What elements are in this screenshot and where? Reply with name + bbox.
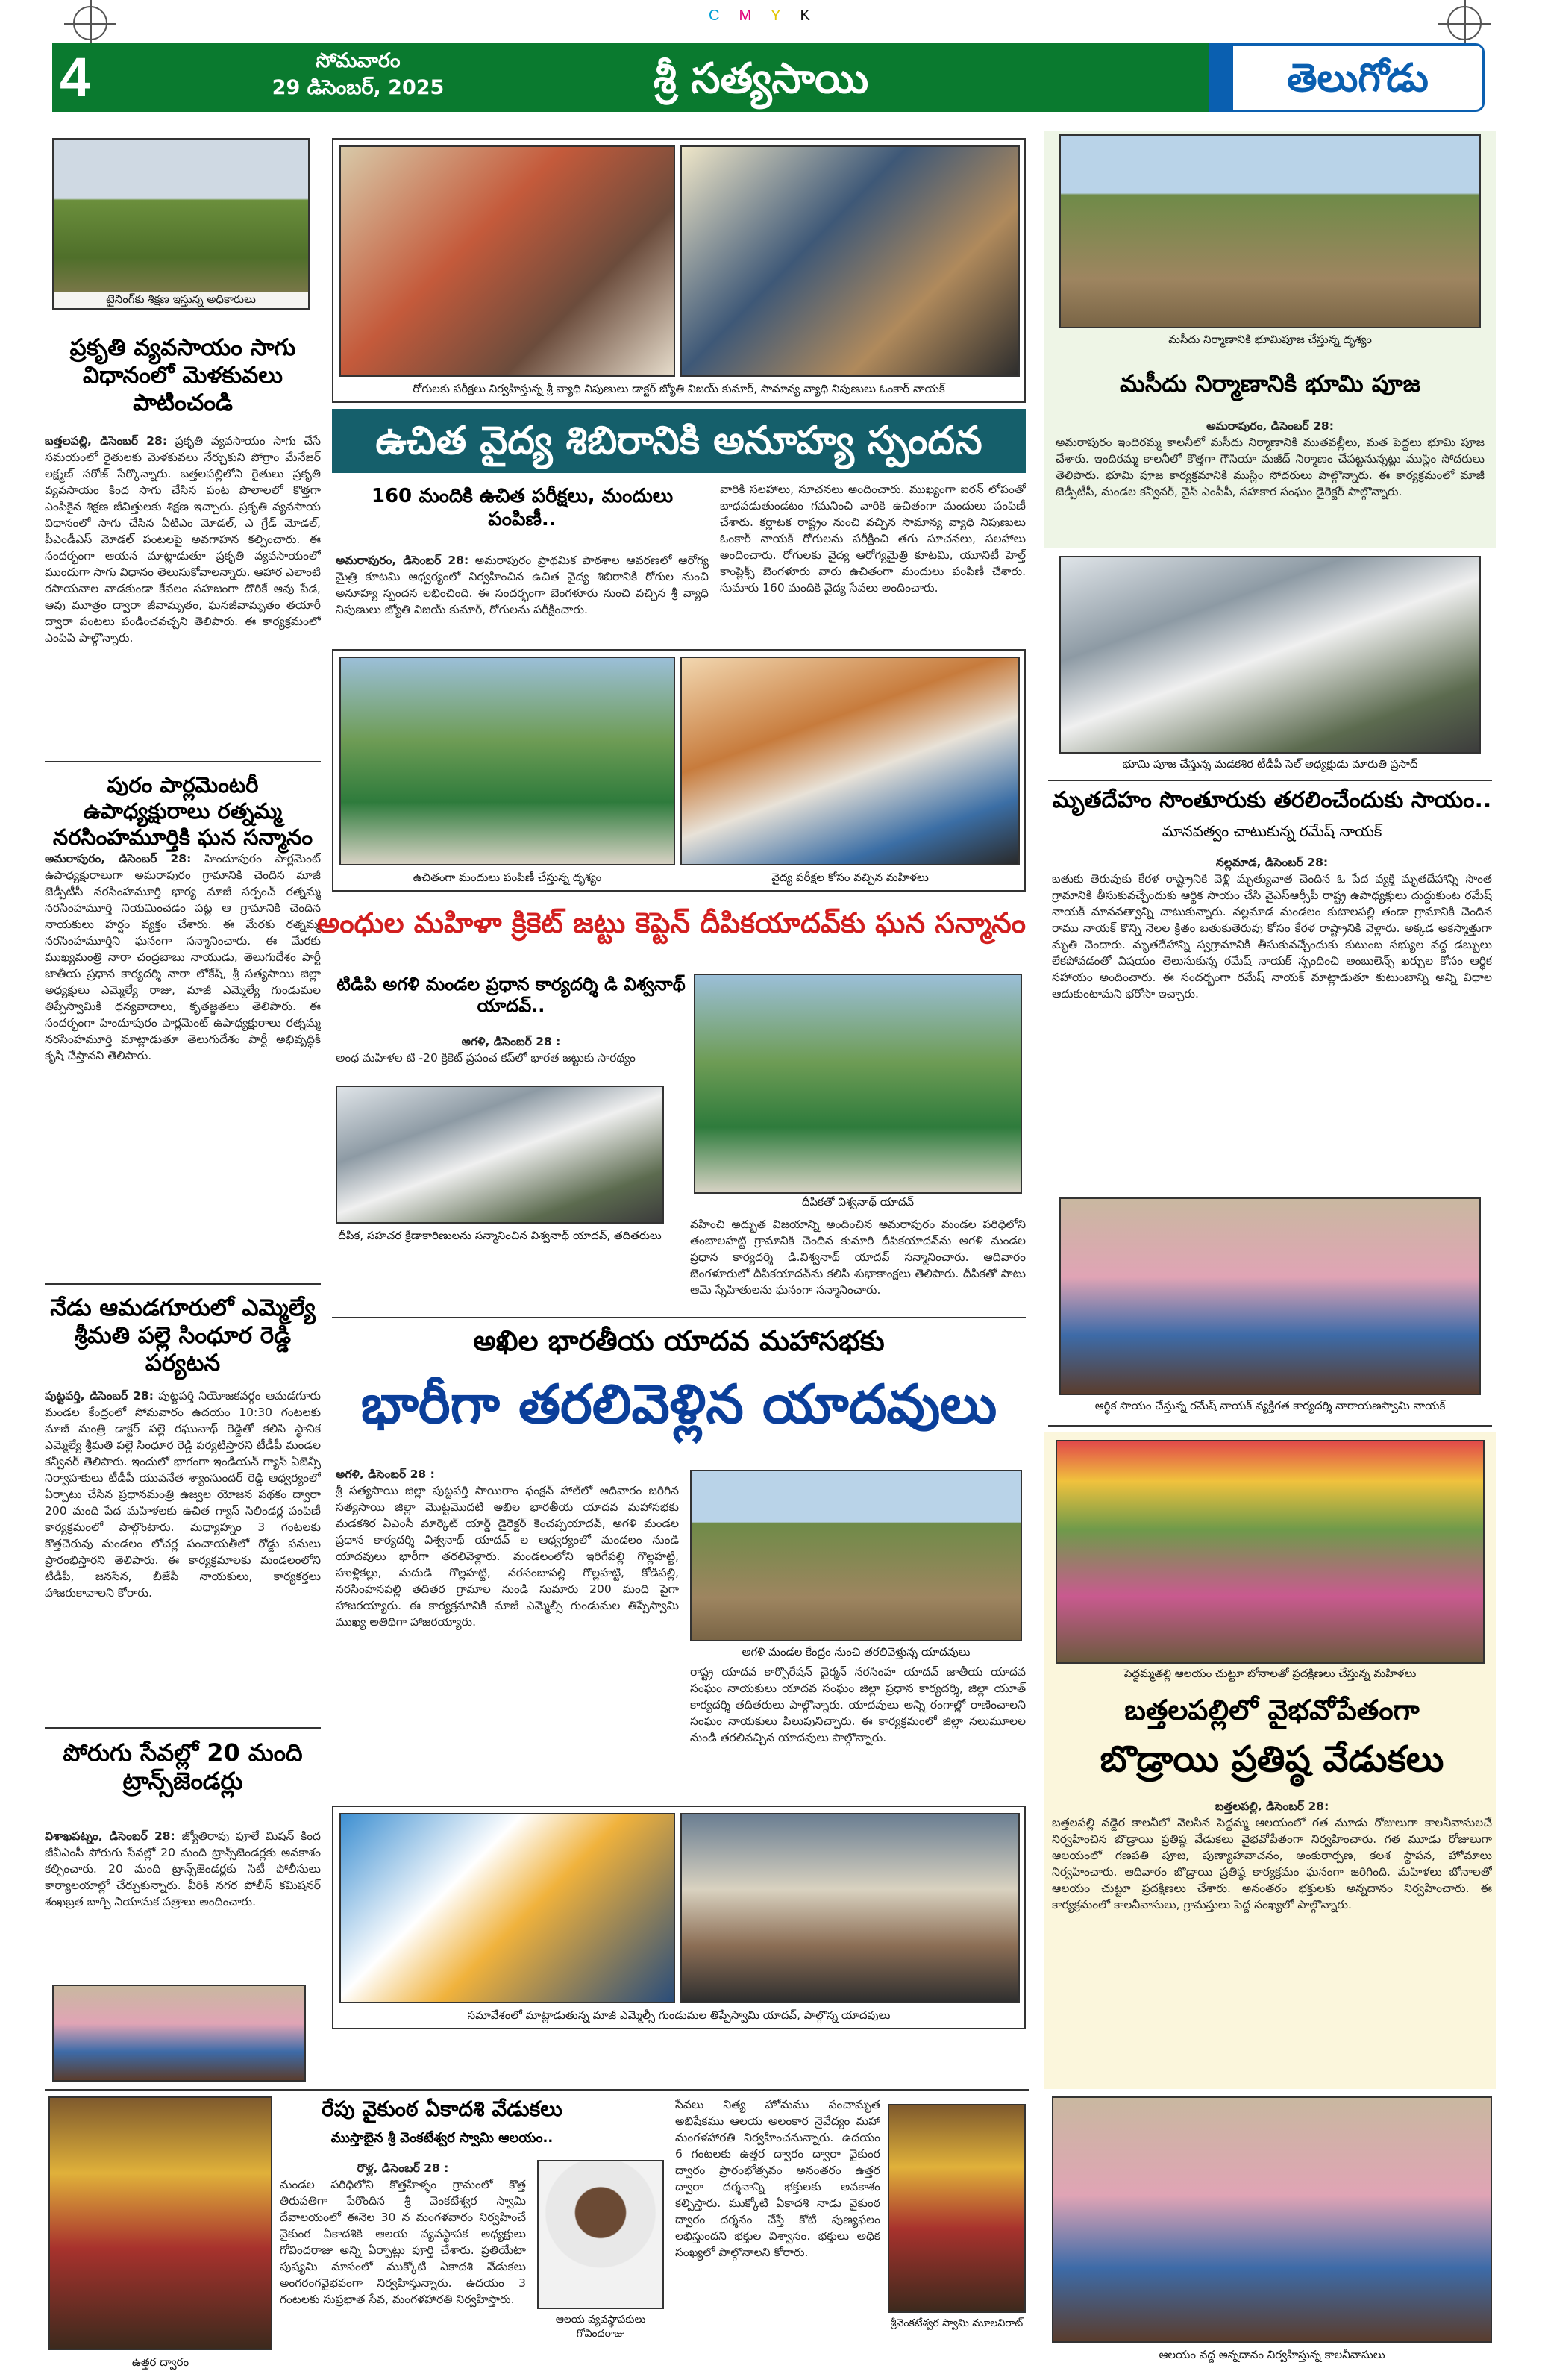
story-mla-visit-dateline: పుట్టపర్తి, డిసెంబర్ 28: bbox=[45, 1389, 154, 1403]
body-help-caption: ఆర్థిక సాయం చేస్తున్న రమేష్ నాయక్ వ్యక్తిగత కార్యదర్శి నారాయణస్వామి నాయక్ bbox=[1094, 1399, 1446, 1412]
deity-photo bbox=[888, 2104, 1026, 2313]
cricket-group-caption: దీపిక, సహచర క్రీడాకారిణులను సన్మానించిన విశ్వనాథ్ యాదవ్, తదితరులు bbox=[338, 1229, 662, 1242]
divider bbox=[1048, 1425, 1492, 1427]
north-gate-photo bbox=[48, 2096, 272, 2350]
training-photo-caption: టైనింగ్‌కు శిక్షణ ఇస్తున్న అధికారులు bbox=[54, 292, 308, 308]
mosque-photo-top bbox=[1059, 134, 1481, 328]
medical-dateline: అమరాపురం, డిసెంబర్ 28: bbox=[336, 554, 469, 567]
vaikunta-subhead: ముస్తాబైన శ్రీ వెంకటేశ్వర స్వామి ఆలయం.. bbox=[330, 2130, 554, 2146]
medical-body-right: వారికి సలహాలు, సూచనలు అందించారు. ముఖ్యంగా ఐరన్ లోపంతో బాధపడుతుండటం గమనించి వారికి ఉచితంగా మందులు పంపిణీ చేశారు. కర్ణాటక రాష్ట్రం నుంచి వచ్చిన సామాన్య వ్యాధి నిపుణులు ఓంకార్ నాయక్ రోగులను పరీక్షించి తగు సూచనలు, సలహాలు అందించారు. రోగులకు వైద్య ఆరోగ్యమైత్రి కూటమి, యూనిటీ హెల్త్ కాంప్లెక్స్ బెంగళూరు వారు ఉచితంగా మందులు పంపిణీ చేశారు. సుమారు 160 మందికి వైద్య సేవలు అందించారు. bbox=[720, 483, 1026, 595]
divider bbox=[45, 1283, 321, 1285]
story-transgender-body bbox=[45, 1828, 321, 1977]
masthead-date: 29 డిసెంబర్, 2025 bbox=[272, 76, 445, 99]
women-photo-caption: వైద్య పరీక్షల కోసం వచ్చిన మహిళలు bbox=[771, 871, 929, 884]
vaikunta-body-left bbox=[280, 2160, 526, 2373]
cricket-portrait-caption: దీపికతో విశ్వనాథ్ యాదవ్ bbox=[801, 1195, 915, 1209]
story-ratnamma-headline: పురం పార్లమెంటరీ ఉపాధ్యక్షురాలు రత్నమ్మ నరసింహమూర్తికి ఘన సన్మానం bbox=[52, 772, 313, 850]
yadava-audience-photo bbox=[680, 1813, 1020, 2003]
registration-mark-right bbox=[1447, 6, 1482, 40]
mosque-photo-bottom bbox=[1059, 556, 1481, 754]
boddrai-photo bbox=[1056, 1440, 1485, 1664]
medical-photo-left bbox=[339, 145, 675, 377]
mosque-text: అమరాపురం ఇందిరమ్మ కాలనీలో మసీదు నిర్మాణానికి ముతవల్లీలు, మత పెద్దలు భూమి పూజ చేశారు. ఇందిరమ్మ కాలనీలో కొత్తగా గౌసియా మజీద్ నిర్మాణం చేపట్టనున్నట్లు ముస్లిం సోదరులు తెలిపారు. భూమి పూజ కార్యక్రమానికి ముస్లిం సోదరులు పాల్గొన్నారు. ఈ కార్యక్రమంలో మాజీ జెడ్పీటీసీ, మండల కన్వీనర్, వైస్ ఎంపీపీ, సహకార సంఘం డైరెక్టర్ పాల్గొన్నారు. bbox=[1056, 436, 1485, 498]
story-transgender-dateline: విశాఖపట్నం, డిసెంబర్ 28: bbox=[45, 1829, 175, 1843]
body-help-subhead: మానవత్వం చాటుకున్న రమేష్ నాయక్ bbox=[1162, 822, 1382, 840]
cricket-subhead: టిడిపి అగళి మండల ప్రధాన కార్యదర్శి డి విశ్వనాథ్ యాదవ్.. bbox=[336, 974, 686, 1016]
yadava-text-left: శ్రీ సత్యసాయి జిల్లా పుట్టపర్తి సాయిరాం ఫంక్షన్ హాల్‌లో ఆదివారం జరిగిన సత్యసాయి జిల్లా మొట్టమొదటి అఖిల భారతీయ యాదవ మహాసభకు మడకశిర ఏఎంసీ మార్కెట్ యార్డ్ డైరెక్టర్ కెంచప్పయాదవ్, అగళి మండల ప్రధాన కార్యదర్శి విశ్వనాథ్ యాదవ్ ల ఆధ్వర్యంలో మండలం నుండి యాదవులు భారీగా తరలివెళ్లారు. మండలంలోని ఇరిగేపల్లి గొల్లహట్టి, హుళ్లికల్లు, మదుడి గొల్లహట్టి, నరసంబాపల్లి గొల్లహట్టి, కోడిపల్లి, నరసింహనపల్లి తదితర గ్రామాల నుండి సుమారు 200 మంది పైగా హాజరయ్యారు. ఈ కార్యక్రమానికి మాజీ ఎమ్మెల్సీ గుండుమల తిప్పేస్వామి ముఖ్య అతిథిగా హాజరయ్యారు. bbox=[336, 1484, 679, 1629]
cricket-body: వహించి అద్భుత విజయాన్ని అందించిన అమరాపురం మండల పరిధిలోని తంబాలహట్టి గ్రామానికి చెందిన కుమారి దీపికయాదవ్‌ను అగళి మండల ప్రధాన కార్యదర్శి డి.విశ్వనాథ్ యాదవ్ సన్మానించారు. ఆదివారం బెంగళూరులో దీపికయాదవ్‌ను కలిసి శుభాకాంక్షలు తెలిపారు. దీపికతో పాటు ఆమె స్నేహితులను ఘనంగా సన్మానించారు. bbox=[690, 1218, 1026, 1297]
brand-logo: తెలుగోడు bbox=[1231, 43, 1485, 112]
body-help-headline: మృతదేహం సొంతూరుకు తరలించేందుకు సాయం.. bbox=[1052, 787, 1492, 813]
yadava-headline: భారీగా తరలివెళ్లిన యాదవులు bbox=[360, 1373, 997, 1435]
medical-subhead: 160 మందికి ఉచిత పరీక్షలు, మందులు పంపిణీ.. bbox=[371, 485, 674, 531]
divider bbox=[45, 1727, 321, 1729]
medical-photo-right bbox=[680, 145, 1020, 377]
story-ratnamma-dateline: అమరాపురం, డిసెంబర్ 28: bbox=[45, 852, 192, 865]
registration-mark-left bbox=[73, 6, 107, 40]
yadava-rally-caption: అగళి మండల కేంద్రం నుంచి తరలివెళ్తున్న యాదవులు bbox=[742, 1645, 971, 1659]
story-mla-visit-headline: నేడు ఆమడగూరులో ఎమ్మెల్యే శ్రీమతి పల్లె సింధూర రెడ్డి పర్యటన bbox=[50, 1294, 316, 1377]
feast-caption: ఆలయం వద్ద అన్నదానం నిర్వహిస్తున్న కాలనీవాసులు bbox=[1159, 2348, 1385, 2361]
mosque-dateline: అమరాపురం, డిసెంబర్ 28: bbox=[1206, 419, 1334, 433]
body-help-body bbox=[1052, 854, 1492, 1190]
boddrai-text: బత్తలపల్లి వడ్డెర కాలనీలో వెలసిన పెద్దమ్మ ఆలయంలో గత మూడు రోజులుగా కాలనీవాసులచే నిర్వహించిన బొడ్రాయి ప్రతిష్ఠ వేడుకలు వైభవోపేతంగా నిర్వహించారు. గత మూడు రోజులుగా ఆలయంలో గణపతి పూజ, పుణ్యాహవాచనం, అంకురార్పణ, కలశ స్థాపన, హోమాలు నిర్వహించారు. ఆదివారం బొడ్రాయి ప్రతిష్ఠ కార్యక్రమం ఘనంగా జరిగింది. మహిళలు బోనాలతో ఆలయం చుట్టూ ప్రదక్షిణలు చేశారు. అనంతరం భక్తులకు అన్నదానం నిర్వహించారు. ఈ కార్యక్రమంలో కాలనీవాసులు, గ్రామస్తులు పెద్ద సంఖ్యలో పాల్గొన్నారు. bbox=[1052, 1816, 1492, 1911]
yadava-speaker-photo bbox=[339, 1813, 675, 2003]
cricket-headline: అంధుల మహిళా క్రికెట్ జట్టు కెప్టెన్ దీపికయాదవ్‌కు ఘన సన్మానం bbox=[316, 906, 1026, 939]
medicine-photo-caption: ఉచితంగా మందులు పంపిణీ చేస్తున్న దృశ్యం bbox=[413, 871, 602, 884]
vaikunta-body-right: సేవలు నిత్య హోమము పంచామృత అభిషేకము ఆలయ అలంకార నైవేద్యం మహా మంగళహారతి నిర్వహించనున్నారు. ఉదయం 6 గంటలకు ఉత్తర ద్వారం ద్వారా వైకుంఠ ద్వారం ప్రారంభోత్సవం అనంతరం ఉత్తర ద్వారా దర్శనాన్ని భక్తులకు అవకాశం కల్పిస్తారు. ముక్కోటి ఏకాదశి నాడు వైకుంఠ ద్వారం దర్శనం చేస్తే కోటి పుణ్యఫలం లభిస్తుందని భక్తుల విశ్వాసం. భక్తులు అధిక సంఖ్యలో పాల్గొనాలని కోరారు. bbox=[675, 2098, 880, 2259]
medicine-distribution-photo bbox=[339, 657, 675, 865]
mosque-body bbox=[1056, 418, 1485, 548]
training-photo bbox=[52, 138, 310, 310]
story-transgender-headline: పోరుగు సేవల్లో 20 మంది ట్రాన్స్‌జెండర్లు bbox=[63, 1738, 303, 1796]
story-natural-farming-text: ప్రకృతి వ్యవసాయం సాగు చేసే సమయంలో రైతులకు మెళకువలు నేర్చుకుని పోగ్రాం మేనేజర్ లక్ష్మణ్ సరోజ్ సేర్కొన్నారు. బత్తలపల్లిలోని రైతులు ప్రకృతి వ్యవసాయం కింద సాగు చేసిన పంట పొలాలలో కొత్తగా ఎంపికైన శిక్షణ జీవిత్తులకు శిక్షణ ఇచ్చారు. ప్రకృతి వ్యవసాయ విధానంలో సాగు చేసిన ఏటిఎం మోడల్, ఎ గ్రేడ్ మోడల్, పీఎండీఎస్ మోడల్ పంటలపై అవగాహన కల్పించారు. ఈ సందర్భంగా ఆయన మాట్లాడుతూ ప్రకృతి వ్యవసాయంలో ముందుగా సాగు విధానం తెలుసుకోవాలన్నారు. ఆహార ఎలాంటి రసాయనాల వాడకుండా కేవలం సహజంగా దొరికే ఆవు పేడ, ఆవు మూత్రం ద్వారా జీవామృతం, ఘనజీవామృతం తయారీ ద్వారా పంటలు పండించవచ్చని తెలిపారు. ఈ కార్యక్రమంలో ఎంపిపి పాల్గొన్నారు. bbox=[45, 434, 321, 645]
body-help-photo bbox=[1059, 1197, 1481, 1395]
yadava-body-right: రాష్ట్ర యాదవ కార్పొరేషన్ చైర్మన్ నరసింహ యాదవ్ జాతీయ యాదవ సంఘం నాయకులు యాదవ సంఘం జిల్లా ప్రధాన కార్యదర్శి, జిల్లా యూత్ కార్యదర్శి తదితరులు పాల్గొన్నారు. యాదవులు అన్ని రంగాల్లో రాణించాలని సంఘం నాయకులు పిలుపునిచ్చారు. ఈ కార్యక్రమంలో జిల్లా నలుమూలల నుండి తరలివచ్చిన యాదవులు పాల్గొన్నారు. bbox=[690, 1665, 1026, 1744]
story-natural-farming-body bbox=[45, 433, 321, 739]
medical-body-left bbox=[336, 552, 709, 642]
divider bbox=[332, 1317, 1026, 1318]
medical-photo-caption: రోగులకు పరీక్షలు నిర్వహిస్తున్న శ్రీ వ్యాధి నిపుణులు డాక్టర్ జ్యోతి విజయ్ కుమార్, సామాన్య వ్యాధి నిపుణులు ఓంకార్ నాయక్ bbox=[413, 382, 945, 395]
boddrai-photo-caption: పెద్దమ్మతల్లి ఆలయం చుట్టూ బోనాలతో ప్రదక్షిణలు చేస్తున్న మహిళలు bbox=[1123, 1667, 1417, 1680]
cricket-portrait-photo bbox=[694, 974, 1022, 1194]
boddrai-body bbox=[1052, 1798, 1492, 2052]
boddrai-dateline: బత్తలపల్లి, డిసెంబర్ 28: bbox=[1215, 1800, 1329, 1813]
body-help-dateline: నల్లమాడ, డిసెంబర్ 28: bbox=[1215, 856, 1329, 869]
story-natural-farming-dateline: బత్తలపల్లి, డిసెంబర్ 28: bbox=[45, 434, 168, 448]
mosque-photo-bottom-caption: భూమి పూజ చేస్తున్న మడకశిర టీడీపీ సెల్ అధ్యక్షుడు మారుతి ప్రసాద్ bbox=[1122, 757, 1418, 771]
founder-portrait bbox=[537, 2160, 664, 2309]
free-medical-camp-banner: ఉచిత వైద్య శిబిరానికి అనూహ్య స్పందన bbox=[332, 409, 1026, 473]
vaikunta-headline: రేపు వైకుంఠ ఏకాదశి వేడుకలు bbox=[322, 2096, 562, 2121]
vaikunta-dateline: రొళ్ల, డిసెంబర్ 28 : bbox=[357, 2161, 449, 2175]
women-waiting-photo bbox=[680, 657, 1020, 865]
body-help-text: బతుకు తెరువుకు కేరళ రాష్ట్రానికి వెళ్లి మృత్యువాత చెందిన ఓ పేద వ్యక్తి మృతదేహాన్ని సొంత గ్రామానికి తీసుకువచ్చేందుకు ఆర్థిక సాయం చేసి వైఎస్ఆర్సీపీ రాష్ట్ర ఉపాధ్యక్షులు దుద్దుకుంట రమేష్ నాయక్ మానవత్వాన్ని చాటుకున్నారు. నల్లమాడ మండలం కుటాలపల్లి తండా గ్రామానికి చెందిన రాము నాయక్ కొన్ని నెలల క్రితం బతుకుతెరువు కోసం కేరళ రాష్ట్రానికి వెళ్లారు. అక్కడ అకస్మాత్తుగా మృతి చెందారు. మృతదేహాన్ని స్వగ్రామానికి తీసుకువచ్చేందుకు కుటుంబ సభ్యుల వద్ద డబ్బులు లేకపోవడంతో విషయం తెలుసుకున్న రమేష్ నాయక్ స్పందించి అంబులెన్స్ ఖర్చుల కోసం ఆర్థిక సహాయం అందించారు. ఈ సందర్భంగా రమేష్ నాయక్ మాట్లాడుతూ కుటుంబాన్ని అన్ని విధాల ఆదుకుంటామని భరోసా ఇచ్చారు. bbox=[1052, 872, 1492, 1000]
feast-photo bbox=[1052, 2096, 1492, 2343]
cricket-lead bbox=[336, 1033, 686, 1071]
yadava-dateline: అగళి, డిసెంబర్ 28 : bbox=[336, 1468, 435, 1481]
yadava-meeting-caption: సమావేశంలో మాట్లాడుతున్న మాజీ ఎమ్మెల్సీ గుండుమల తిప్పేస్వామి యాదవ్, పాల్గొన్న యాదవులు bbox=[467, 2008, 891, 2022]
divider bbox=[45, 761, 321, 762]
story-natural-farming-headline: ప్రకృతి వ్యవసాయం సాగు విధానంలో మెళకువలు పాటించండి bbox=[69, 334, 296, 417]
mosque-headline: మసీదు నిర్మాణానికి భూమి పూజ bbox=[1120, 369, 1420, 398]
boddrai-headline-1: బత్తలపల్లిలో వైభవోపేతంగా bbox=[1124, 1694, 1420, 1726]
brand-accent bbox=[1209, 43, 1231, 112]
page-number: 4 bbox=[60, 46, 91, 108]
district-title: శ్రీ సత్యసాయి bbox=[653, 54, 869, 103]
north-gate-caption: ఉత్తర ద్వారం bbox=[131, 2355, 189, 2369]
transgender-photo bbox=[52, 1985, 306, 2082]
yadava-rally-photo bbox=[690, 1470, 1022, 1641]
vaikunta-text-left: మండల పరిధిలోని కొత్తహిళ్ళం గ్రామంలో కొత్త తిరుపతిగా పేరొందిన శ్రీ వెంకటేశ్వర స్వామి దేవాలయంలో ఈనెల 30 న మంగళవారం నిర్వహించే వైకుంఠ ఏకాదశికి ఆలయ వ్యవస్థాపక అధ్యక్షులు గోవిందరాజు అన్ని ఏర్పాట్లు పూర్తి చేశారు. ప్రతియేటా పుష్యమి మాసంలో ముక్కోటి ఏకాదశి వేడుకలు అంగరంగవైభవంగా నిర్వహిస్తున్నారు. ఉదయం 3 గంటలకు సుప్రభాత సేవ, మంగళహారతి నిర్వహిస్తారు. bbox=[280, 2178, 526, 2306]
masthead-date-block bbox=[239, 48, 477, 107]
cmyk-strip: CMYK bbox=[709, 7, 830, 24]
cricket-lead-text: అంధ మహిళల టి -20 క్రికెట్ ప్రపంచ కప్‌లో భారత జట్టుకు సారథ్యం bbox=[336, 1051, 636, 1065]
cricket-group-photo bbox=[336, 1086, 664, 1224]
mosque-photo-top-caption: మసీదు నిర్మాణానికి భూమిపూజ చేస్తున్న దృశ్యం bbox=[1168, 333, 1372, 346]
founder-portrait-caption: ఆలయ వ్యవస్థాపకులు గోవిందరాజు bbox=[555, 2314, 646, 2340]
boddrai-headline-2: బొడ్రాయి ప్రతిష్ఠ వేడుకలు bbox=[1100, 1738, 1444, 1780]
cricket-dateline: అగళి, డిసెంబర్ 28 : bbox=[461, 1035, 561, 1048]
story-transgender-text: జ్యోతిరావు ఫూలే మిషన్ కింద జీవీఎంసీ పోరుగు సేవల్లో 20 మంది ట్రాన్స్‌జెండర్లకు అవకాశం కల్పించారు. 20 మంది ట్రాన్స్‌జెండర్లకు సిటీ పోలీసులు కార్యాలయాల్లో చేర్చుకున్నారు. వీరికి నగర పోలీస్ కమిషనర్ శంఖబ్రత బాగ్చి నియామక పత్రాలు అందించారు. bbox=[45, 1829, 321, 1908]
masthead-day: సోమవారం bbox=[316, 49, 401, 72]
divider bbox=[45, 2089, 1029, 2091]
story-ratnamma-text: హిందూపురం పార్లమెంట్ ఉపాధ్యక్షురాలుగా అమరాపురం గ్రామానికి చెందిన మాజీ జెడ్పీటీసీ నరసింహమూర్తి భార్య మాజీ సర్పంచ్ రత్నమ్మ నరసింహమూర్తి నియమించడం పట్ల ఆ గ్రామానికి చెందిన నాయకులు హర్షం వ్యక్తం చేశారు. ఈ మేరకు రత్నమ్మ నరసింహమూర్తిని ఘనంగా సన్మానించారు. ఈ మేరకు ముఖ్యమంత్రి నారా చంద్రబాబు నాయుడు, తెలుగుదేశం పార్టీ జాతీయ ప్రధాన కార్యదర్శి నారా లోకేష్, శ్రీ సత్యసాయి జిల్లా అధ్యక్షులు ఎమ్మెల్యే రాజు, మాజీ ఎమ్మెల్యే గుండుమల తిప్పేస్వామికి ధన్యవాదాలు, కృతజ్ఞతలు తెలిపారు. ఈ సందర్భంగా హిందూపురం పార్లమెంట్ ఉపాధ్యక్షురాలు రత్నమ్మ నరసింహమూర్తి మాట్లాడుతూ తెలుగుదేశం పార్టీ అభివృద్ధికి కృషి చేస్తానని తెలిపారు. bbox=[45, 852, 321, 1062]
deity-caption: శ్రీవెంకటేశ్వర స్వామి మూలవిరాట్ bbox=[890, 2317, 1024, 2329]
story-mla-visit-text: పుట్టపర్తి నియోజకవర్గం ఆమడగూరు మండల కేంద్రంలో సోమవారం ఉదయం 10:30 గంటలకు మాజీ మంత్రి డాక్టర్ పల్లె రఘునాథ్ రెడ్డితో కలిసి స్థానిక ఎమ్మెల్యే శ్రీమతి పల్లె సింధూర రెడ్డి పర్యటిస్తారని టీడీపీ మండల కన్వీనర్ తెలిపారు. ఇందులో భాగంగా ఇండియన్ గ్యాస్ ఏజెన్సీ నిర్వాహకులు టీడీపీ యువనేత శ్యాంసుందర్ రెడ్డి ఆధ్వర్యంలో ఏర్పాటు చేసిన ప్రధానమంత్రి ఉజ్వల యోజన పథకం ద్వారా 200 మంది పేద మహిళలకు ఉచిత గ్యాస్ సిలిండర్ల పంపిణీ కార్యక్రమంలో పాల్గొంటారు. మధ్యాహ్నం 3 గంటలకు కొత్తచెరువు మండలం లోచర్ల పంచాయతీలో రోడ్డు పనులు ప్రారంభిస్తారని తెలిపారు. ఈ కార్యక్రమాలకు మండలంలోని టీడీపీ, జనసేన, బీజేపీ నాయకులు, కార్యకర్తలు హాజరుకావాలని కోరారు. bbox=[45, 1389, 321, 1600]
divider bbox=[1048, 780, 1492, 781]
yadava-kicker: అఖిల భారతీయ యాదవ మహాసభకు bbox=[473, 1324, 885, 1357]
story-mla-visit-body bbox=[45, 1388, 321, 1716]
medical-text-left: అమరాపురం ప్రాథమిక పాఠశాల ఆవరణలో ఆరోగ్య మైత్రి కూటమి ఆధ్వర్యంలో నిర్వహించిన ఉచిత వైద్య శిబిరానికి రోగుల నుంచి అనూహ్య స్పందన లభించింది. ఈ సందర్భంగా బెంగళూరు నుంచి వచ్చిన శ్రీ వ్యాధి నిపుణులు జ్యోతి విజయ్ కుమార్, రోగులను పరీక్షించారు. bbox=[336, 554, 709, 616]
story-ratnamma-body bbox=[45, 851, 321, 1268]
